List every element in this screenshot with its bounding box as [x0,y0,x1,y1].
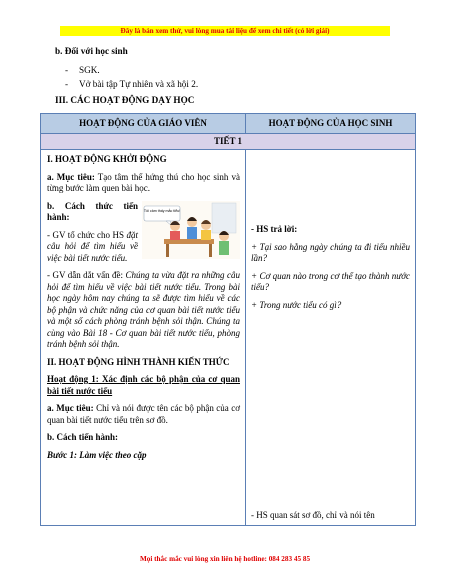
student-cell [246,150,416,526]
step-label: Bước 1: Làm việc theo cặp [47,449,147,460]
speech-bubble-text: Tôi cảm thấy mắc tiểu! [143,208,181,213]
intro-paragraph: - GV dẫn dắt vấn đề: Chúng ta vừa đặt ra những câu hỏi để tìm hiểu về việc bài tiết nước tiểu. Trong bài học ngày hôm nay chúng ta sẽ được tìm hiểu về các bộ phận và chức năng của cơ quan bài tiết nước tiểu và một số cách phòng tránh bệnh sỏi thận. Chúng ta cùng vào Bài 18 - Cơ quan bài tiết nước tiểu, phòng tránh bệnh sỏi thận. [47,270,240,349]
method-block [47,201,240,271]
lesson-label: TIẾT 1 [41,134,416,150]
reply-label: - HS trả lời: [251,224,298,234]
goal2-paragraph: a. Mục tiêu: Chỉ và nói được tên các bộ phận của cơ quan bài tiết nước tiểu trên sơ đồ. [47,403,240,425]
list-item: - Vở bài tập Tự nhiên và xã hội 2. [65,79,199,89]
section-heading-students: b. Đối với học sinh [55,46,128,56]
section-heading-activities: III. CÁC HOẠT ĐỘNG DẠY HỌC [55,95,195,105]
method2-label: b. Cách tiến hành: [47,432,119,442]
question-item: + Trong nước tiểu có gì? [251,299,342,310]
preview-banner: Đây là bản xem thử, vui lòng mua tài liệu để xem chi tiết (có lời giải) [60,26,390,36]
hotline-footer: Mọi thắc mắc vui lòng xin liên hệ hotline: 084 283 45 85 [139,555,311,563]
question-item: + Tại sao hằng ngày chúng ta đi tiểu nhiều lần? [251,241,410,263]
activity-heading: Hoạt động 1: Xác định các bộ phận của cơ quan bài tiết nước tiểu [47,374,240,396]
student-answers [251,224,410,317]
heading-warmup: I. HOẠT ĐỘNG KHỞI ĐỘNG [47,154,167,164]
column-header-teacher: HOẠT ĐỘNG CỦA GIÁO VIÊN [41,114,246,134]
heading-knowledge: II. HOẠT ĐỘNG HÌNH THÀNH KIẾN THỨC [47,356,230,367]
observe-text: - HS quan sát sơ đồ, chỉ và nói tên [251,510,375,520]
table-header-row [41,114,416,134]
lesson-row [41,134,416,150]
lesson-table [40,113,416,526]
column-header-student: HOẠT ĐỘNG CỦA HỌC SINH [246,114,416,134]
classroom-illustration [142,201,240,259]
list-item: - SGK. [65,65,100,75]
teacher-cell [41,150,246,526]
organize-paragraph: - GV tổ chức cho HS đặt câu hỏi để tìm hiểu về việc bài tiết nước tiểu. [47,229,139,263]
method-label: b. Cách thức tiến hành: [47,200,138,222]
question-item: + Cơ quan nào trong cơ thể tạo thành nước tiểu? [251,270,410,292]
goal-paragraph: a. Mục tiêu: Tạo tâm thế hứng thú cho học sinh và từng bước làm quen bài học. [47,171,240,193]
table-row [41,150,416,526]
